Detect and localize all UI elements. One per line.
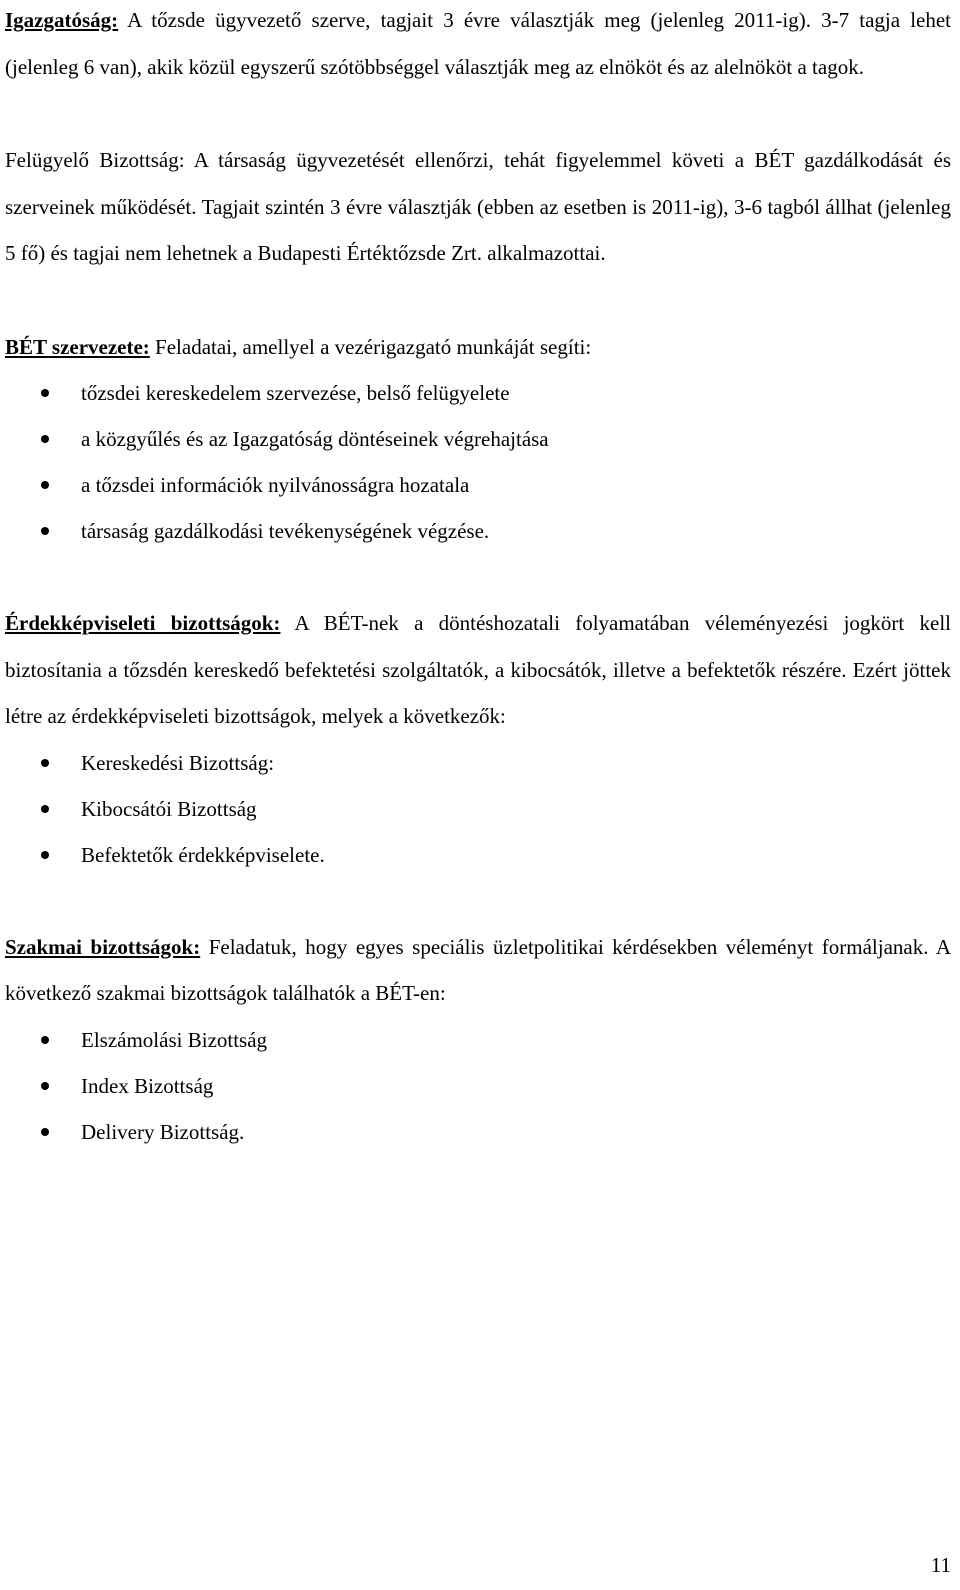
bullet-icon (41, 805, 49, 813)
bet-szervezete-label: BÉT szervezete: (5, 334, 150, 359)
szakmai-list (5, 1017, 951, 1155)
document-page (5, 0, 951, 1155)
erdekkepviseleti-label: Érdekképviseleti bizottságok: (5, 611, 281, 635)
bullet-icon (41, 1128, 49, 1136)
list-item: társaság gazdálkodási tevékenységének végzése. (5, 508, 951, 554)
igazgatosag-label: Igazgatóság: (5, 8, 119, 32)
bet-szervezete-list (5, 370, 951, 554)
page-number: 11 (930, 1553, 951, 1577)
bullet-icon (41, 851, 49, 859)
bullet-icon (41, 1082, 49, 1090)
felugyelo-paragraph (5, 137, 951, 277)
bullet-icon (41, 527, 49, 535)
erdekkepviseleti-paragraph (5, 600, 951, 740)
list-item: Index Bizottság (5, 1063, 951, 1109)
bullet-icon (41, 389, 49, 397)
igazgatosag-paragraph (5, 0, 951, 90)
list-item: a tőzsdei információk nyilvánosságra hozatala (5, 462, 951, 508)
list-item: a közgyűlés és az Igazgatóság döntéseinek végrehajtása (5, 416, 951, 462)
bullet-icon (41, 435, 49, 443)
list-item: Kereskedési Bizottság: (5, 740, 951, 786)
list-item: Delivery Bizottság. (5, 1109, 951, 1155)
felugyelo-text: Felügyelő Bizottság: A társaság ügyvezetését ellenőrzi, tehát figyelemmel követi a BÉT gazdálkodását és szerveinek működését. Tagjait szintén 3 évre választják (ebben az esetben is 2011-ig), 3-6 tagból állhat (jelenleg 5 fő) és tagjai nem lehetnek a Budapesti Értéktőzsde Zrt. alkalmazottai. (5, 148, 951, 265)
list-item: Kibocsátói Bizottság (5, 786, 951, 832)
bet-szervezete-paragraph (5, 324, 951, 371)
bet-szervezete-text: Feladatai, amellyel a vezérigazgató munkáját segíti: (149, 334, 592, 359)
list-item: tőzsdei kereskedelem szervezése, belső felügyelete (5, 370, 951, 416)
erdekkepviseleti-list (5, 740, 951, 878)
bullet-icon (41, 1036, 49, 1044)
szakmai-paragraph (5, 924, 951, 1017)
szakmai-label: Szakmai bizottságok: (5, 934, 201, 959)
szakmai-text: Feladatuk, hogy egyes speciális üzletpolitikai kérdésekben véleményt formáljanak. A következő szakmai bizottságok találhatók a BÉT-en: (5, 934, 951, 1005)
igazgatosag-text: A tőzsde ügyvezető szerve, tagjait 3 évre választják meg (jelenleg 2011-ig). 3-7 tagja lehet (jelenleg 6 van), akik közül egyszerű szótöbbséggel választják meg az elnököt és az alelnököt a tagok. (5, 8, 951, 79)
bullet-icon (41, 481, 49, 489)
list-item: Elszámolási Bizottság (5, 1017, 951, 1063)
list-item: Befektetők érdekképviselete. (5, 832, 951, 878)
bullet-icon (41, 759, 49, 767)
erdekkepviseleti-text: A BÉT-nek a döntéshozatali folyamatában véleményezési jogkört kell biztosítania a tőzsdén kereskedő befektetési szolgáltatók, a kibocsátók, illetve a befektetők részére. Ezért jöttek létre az érdekképviseleti bizottságok, melyek a következők: (5, 611, 951, 728)
